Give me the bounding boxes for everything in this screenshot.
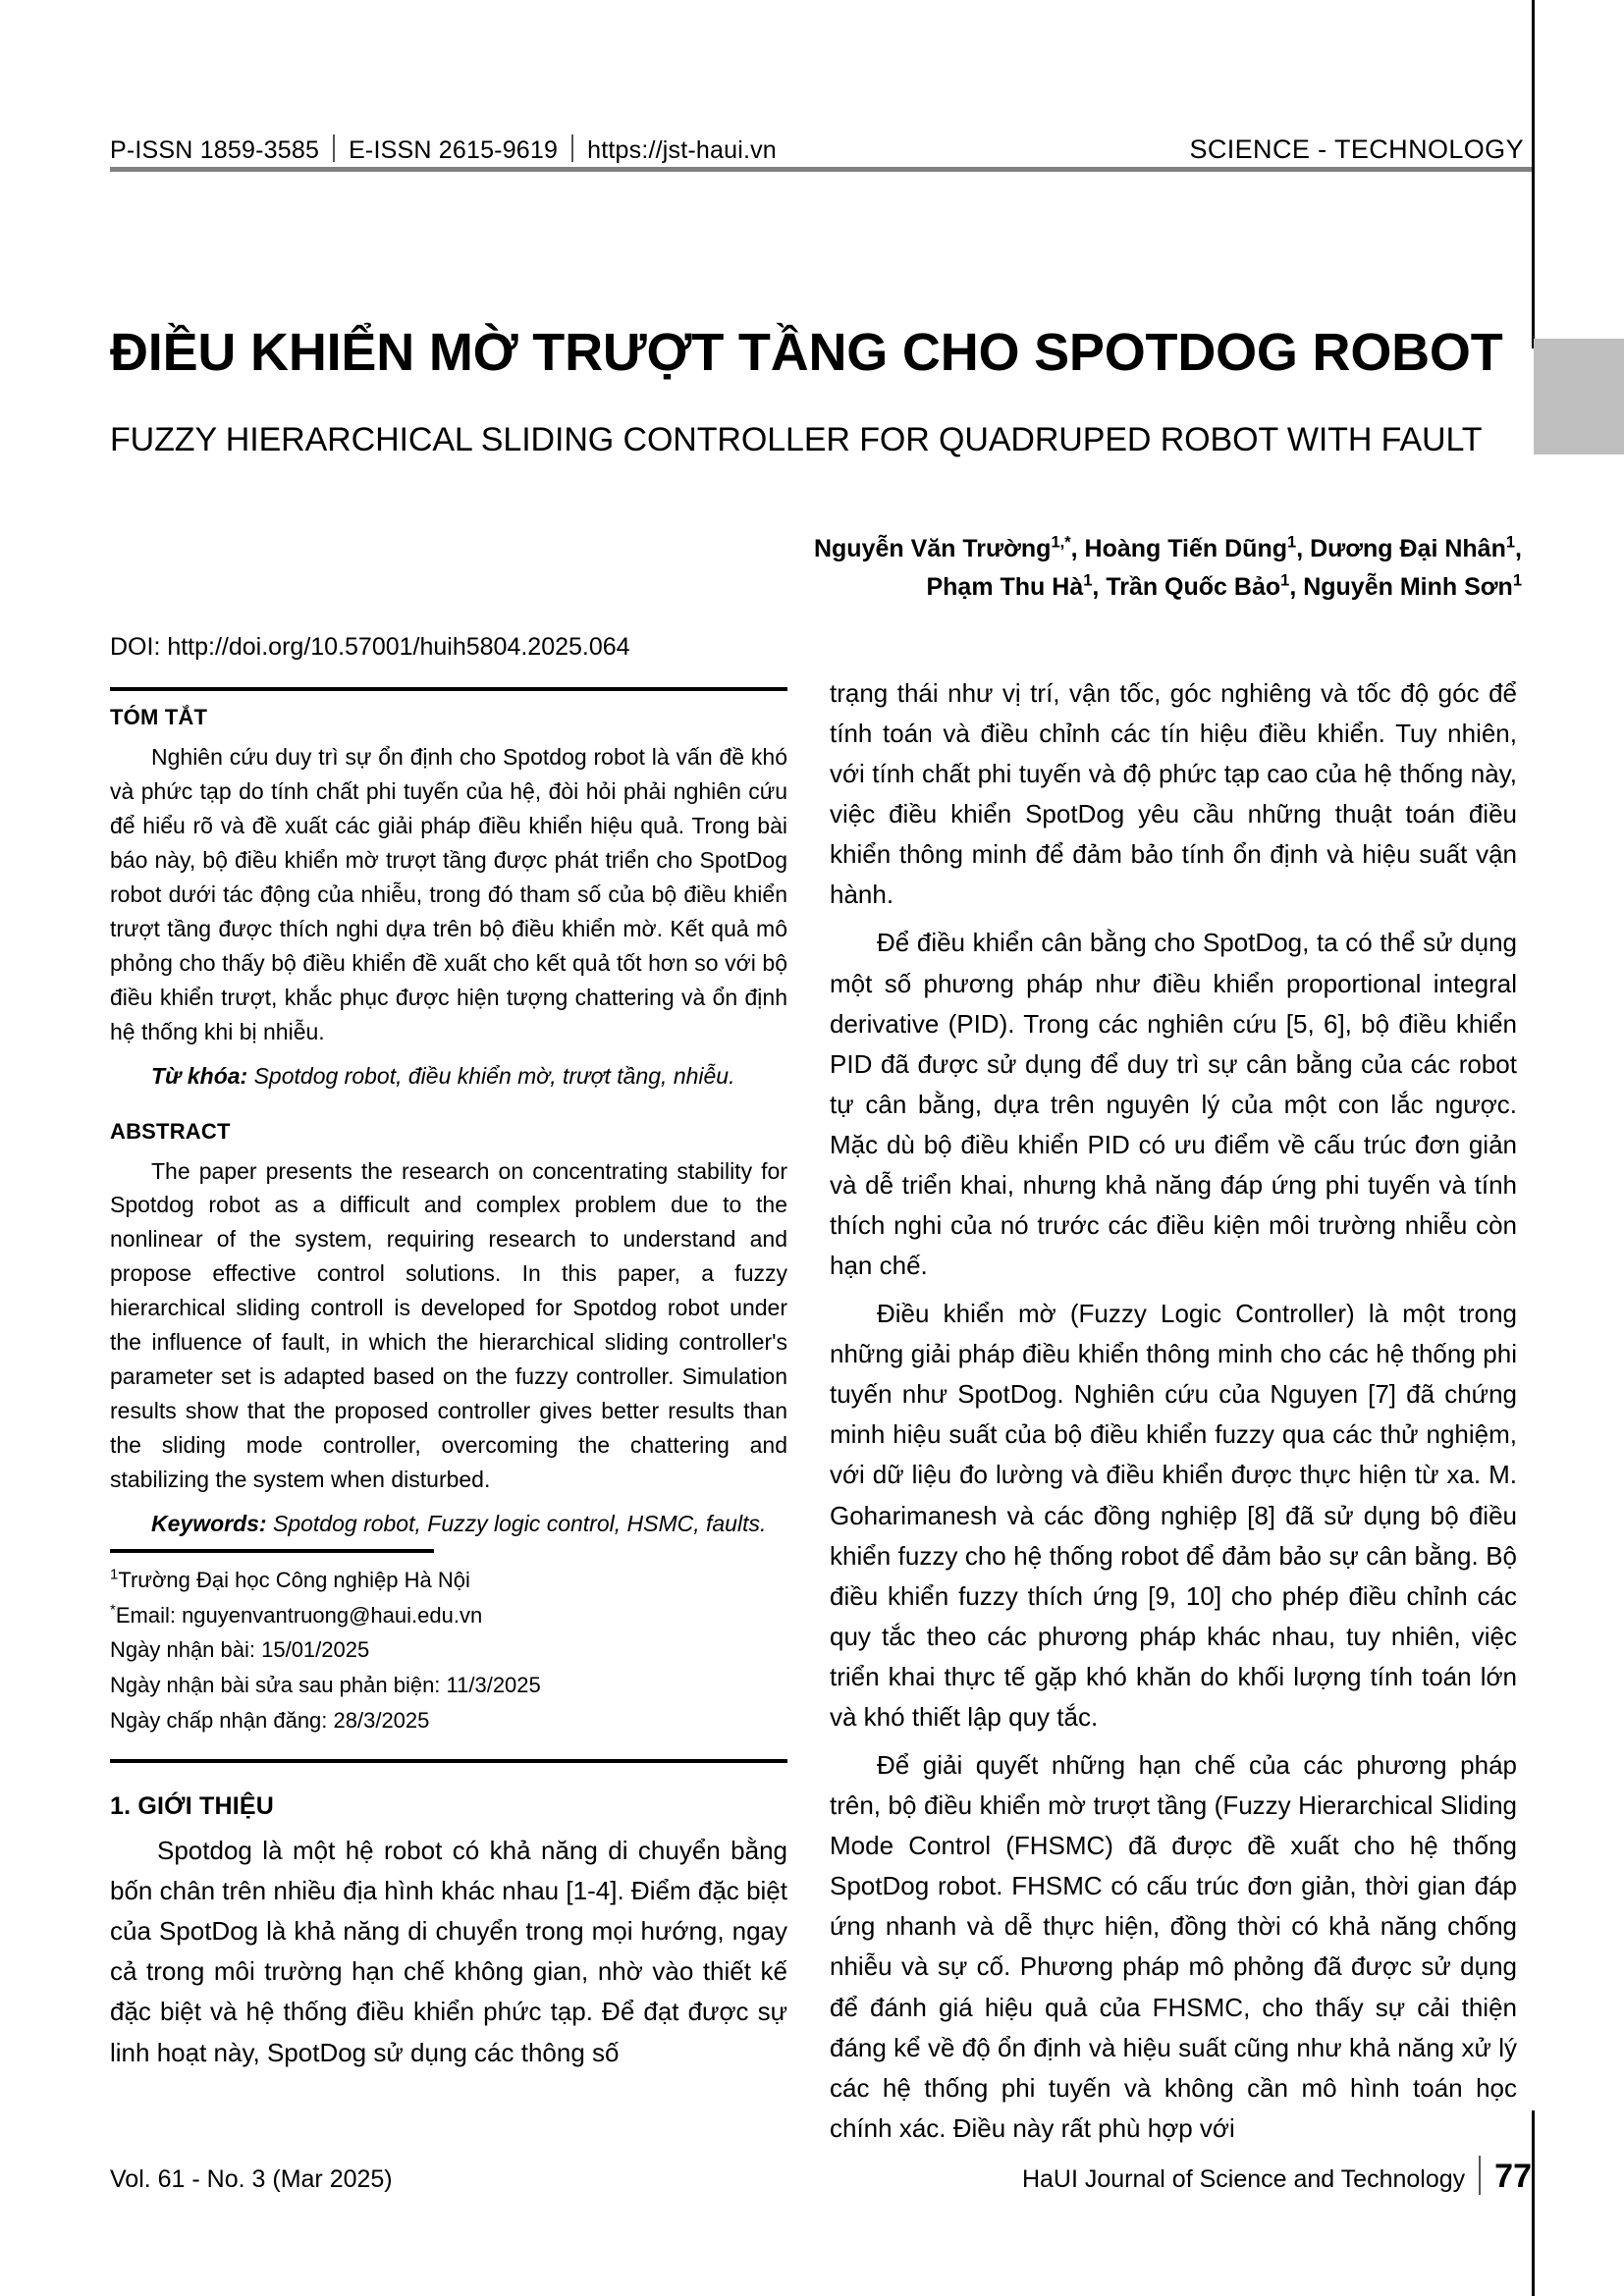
right-paragraph-4: Để giải quyết những hạn chế của các phương pháp trên, bộ điều khiển mờ trượt tầng (Fuzzy Hierarchical Sliding Mode Control (FHSMC) đã được đề xuất cho hệ thống SpotDog robot. FHSMC có cấu trúc đơn giản, thời gian đáp ứng nhanh và dễ thực hiện, đồng thời có khả năng chống nhiễu và sự cố. Phương pháp mô phỏng đã được sử dụng để đánh giá hiệu quả của FHSMC, cho thấy sự cải thiện đáng kể về độ ổn định và hiệu suất cũng như khả năng xử lý các hệ thống phi tuyến và không cần mô hình toán học chính xác. Điều này rất phù hợp với xyxy=(830,1750,1517,2143)
affiliation-rule xyxy=(110,1549,434,1553)
author-sup-1: 1,* xyxy=(1051,533,1071,552)
e-issn-text: E-ISSN 2615-9619 xyxy=(349,136,559,164)
date-accepted: Ngày chấp nhận đăng: 28/3/2025 xyxy=(110,1707,430,1733)
affiliation-email-value[interactable]: Email: nguyenvantruong@haui.edu.vn xyxy=(115,1602,483,1628)
affiliation-email xyxy=(110,1598,787,1633)
date-received: Ngày nhận bài: 15/01/2025 xyxy=(110,1637,370,1663)
right-column xyxy=(830,673,1517,2157)
journal-website-link[interactable]: https://jst-haui.vn xyxy=(587,136,777,164)
right-paragraph-3: Điều khiển mờ (Fuzzy Logic Controller) là một trong những giải pháp điều khiển thông minh cho các hệ thống phi tuyến như SpotDog. Nghiên cứu của Nguyen [7] đã chứng minh hiệu suất của bộ điều khiển fuzzy qua các thử nghiệm, với dữ liệu đo lường và điều khiển được thực hiện từ xa. M. Goharimanesh và các đồng nghiệp [8] đã sử dụng bộ điều khiển fuzzy cho hệ thống robot để đảm bảo sự cân bằng. Bộ điều khiển fuzzy thích ứng [9, 10] cho phép điều chỉnh các quy tắc theo các phương pháp khác nhau, tuy nhiên, việc triển khai thực tế gặp khó khăn do khối lượng tính toán lớn và khó thiết lập quy tắc. xyxy=(830,1299,1517,1732)
right-paragraph-2: Để điều khiển cân bằng cho SpotDog, ta có thể sử dụng một số phương pháp như điều khiển proportional integral derivative (PID). Trong các nghiên cứu [5, 6], bộ điều khiển PID đã được sử dụng để duy trì sự cân bằng của các robot tự cân bằng, dựa trên nguyên lý của một con lắc ngược. Mặc dù bộ điều khiển PID có ưu điểm về cấu trúc đơn giản và dễ triển khai, nhưng khả năng đáp ứng phi tuyến và tính thích nghi của nó trước các điều kiện môi trường nhiễu còn hạn chế. xyxy=(830,928,1517,1281)
section-1-paragraph-1: Spotdog là một hệ robot có khả năng di chuyển bằng bốn chân trên nhiều địa hình khác nhau [1-4]. Điểm đặc biệt của SpotDog là khả năng di chuyển trong mọi hướng, ngay cả trong môi trường hạn chế không gian, nhờ vào thiết kế đặc biệt và hệ thống điều khiển phức tạp. Để đạt được sự linh hoạt này, SpotDog sử dụng các thông số xyxy=(110,1836,787,2067)
keywords-vi-label: Từ khóa: xyxy=(151,1062,248,1089)
author-sup-4: 1 xyxy=(1083,571,1093,590)
abstract-top-rule xyxy=(110,687,787,691)
keywords-en-label: Keywords: xyxy=(151,1511,267,1537)
page-footer xyxy=(110,2148,1532,2196)
author-line-2 xyxy=(353,568,1522,607)
author-sup-3: 1 xyxy=(1505,533,1516,552)
header-gray-marker xyxy=(1534,339,1624,454)
author-name-6: , Nguyễn Minh Sơn xyxy=(1289,572,1513,601)
abstract-en-heading: ABSTRACT xyxy=(110,1118,231,1144)
author-sup-2: 1 xyxy=(1287,533,1297,552)
author-name-1: Nguyễn Văn Trường xyxy=(813,535,1052,562)
author-sup-5: 1 xyxy=(1280,571,1290,590)
issn-divider-2 xyxy=(571,134,573,162)
page-number: 77 xyxy=(1494,2158,1532,2195)
section-1-heading: 1. GIỚI THIỆU xyxy=(110,1792,275,1821)
keywords-en xyxy=(110,1507,787,1541)
doi-link[interactable]: DOI: http://doi.org/10.57001/huih5804.2025.064 xyxy=(110,633,630,661)
affiliation-org-name: Trường Đại học Công nghiệp Hà Nội xyxy=(118,1568,470,1593)
author-name-3: , Dương Đại Nhân xyxy=(1296,535,1506,562)
author-list xyxy=(353,530,1522,607)
author-sup-6: 1 xyxy=(1512,571,1522,590)
keywords-en-values: Spotdog robot, Fuzzy logic control, HSMC, faults. xyxy=(272,1511,767,1537)
header-issn-group xyxy=(110,131,777,165)
author-line-1 xyxy=(353,530,1522,568)
affiliation-org xyxy=(110,1563,787,1598)
left-column xyxy=(110,687,787,2081)
header-section-label: SCIENCE - TECHNOLOGY xyxy=(1189,134,1524,164)
affiliation-org-sup: 1 xyxy=(110,1566,119,1583)
affiliation-block xyxy=(110,1563,787,1737)
author-name-2: , Hoàng Tiến Dũng xyxy=(1070,535,1287,562)
affiliation-email-sup: * xyxy=(110,1601,116,1619)
page-header xyxy=(110,110,1532,165)
author-line-1-tail: , xyxy=(1515,535,1522,562)
footer-volume-info: Vol. 61 - No. 3 (Mar 2025) xyxy=(110,2165,393,2193)
footer-journal-name: HaUI Journal of Science and Technology xyxy=(1021,2165,1466,2193)
date-revised: Ngày nhận bài sửa sau phản biện: 11/3/2025 xyxy=(110,1672,541,1697)
footer-divider xyxy=(1479,2156,1481,2195)
abstract-vi-heading: TÓM TẮT xyxy=(110,705,208,729)
author-name-5: , Trần Quốc Bảo xyxy=(1092,572,1281,601)
paper-title-english: FUZZY HIERARCHICAL SLIDING CONTROLLER FOR QUADRUPED ROBOT WITH FAULT xyxy=(110,421,1483,458)
author-name-4: Phạm Thu Hà xyxy=(926,572,1084,601)
keywords-vi xyxy=(110,1059,787,1094)
p-issn-text: P-ISSN 1859-3585 xyxy=(110,136,320,164)
paper-title-vietnamese: ĐIỀU KHIỂN MỜ TRƯỢT TẦNG CHO SPOTDOG ROBOT xyxy=(110,323,1503,382)
header-vertical-rule xyxy=(1532,0,1535,348)
intro-top-rule xyxy=(110,1759,787,1763)
abstract-en-text: The paper presents the research on concentrating stability for Spotdog robot as a difficult and complex problem due to the nonlinear of the system, requiring research to understand and propose effective control solutions. In this paper, a fuzzy hierarchical sliding controll is developed for Spotdog robot under the influence of fault, in which the hierarchical sliding controller's parameter set is adapted based on the fuzzy controller. Simulation results show that the proposed controller gives better results than the sliding mode controller, overcoming the chattering and stabilizing the system when disturbed. xyxy=(110,1157,787,1493)
header-horizontal-rule xyxy=(110,167,1532,172)
footer-vertical-rule xyxy=(1532,2110,1535,2296)
right-paragraph-continued: trạng thái như vị trí, vận tốc, góc nghiêng và tốc độ góc để tính toán và điều chỉnh các tín hiệu điều khiển. Tuy nhiên, với tính chất phi tuyến và độ phức tạp cao của hệ thống này, việc điều khiển SpotDog yêu cầu những thuật toán điều khiển thông minh để đảm bảo tính ổn định và hiệu suất vận hành. xyxy=(830,678,1517,910)
abstract-vi-text: Nghiên cứu duy trì sự ổn định cho Spotdog robot là vấn đề khó và phức tạp do tính chất phi tuyến của hệ, đòi hỏi phải nghiên cứu để hiểu rõ và đề xuất các giải pháp điều khiển hiệu quả. Trong bài báo này, bộ điều khiển mờ trượt tầng được phát triển cho SpotDog robot dưới tác động của nhiễu, trong đó tham số của bộ điều khiển trượt tầng được thích nghi dựa trên bộ điều khiển mờ. Kết quả mô phỏng cho thấy bộ điều khiển đề xuất cho kết quả tốt hơn so với bộ điều khiển trượt, khắc phục được hiện tượng chattering và ổn định hệ thống khi bị nhiễu. xyxy=(110,744,787,1044)
issn-divider-1 xyxy=(333,134,335,162)
keywords-vi-values: Spotdog robot, điều khiển mờ, trượt tầng, nhiễu. xyxy=(253,1062,735,1089)
footer-journal-group xyxy=(1022,2148,1532,2196)
